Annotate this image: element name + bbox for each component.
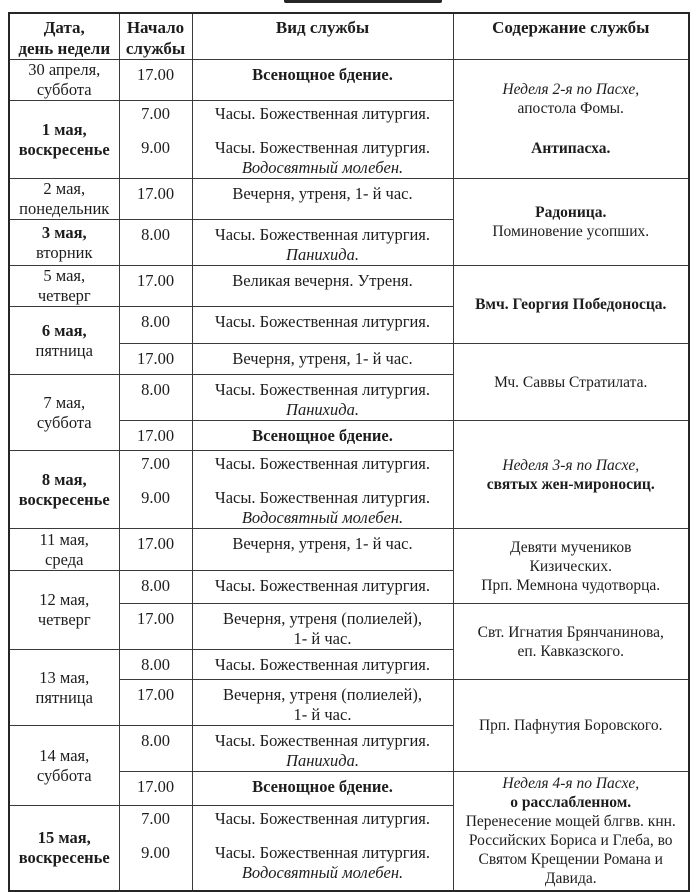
service-cell <box>192 344 453 375</box>
service-cell <box>192 772 453 806</box>
time-cell <box>119 529 192 571</box>
commemoration-line: Радоница. <box>535 204 607 221</box>
time-cell <box>119 604 192 650</box>
date-cell <box>9 307 119 375</box>
time-value: 7.00 <box>141 104 170 123</box>
service-line: Вечерня, утреня, 1- й час. <box>232 349 413 368</box>
service-line: Часы. Божественная литургия. <box>214 655 431 674</box>
time-cell <box>119 266 192 307</box>
service-cell <box>192 421 453 451</box>
service-line: Всенощное бдение. <box>252 65 393 84</box>
date-line: 3 мая, <box>41 222 87 242</box>
table-row <box>9 529 689 571</box>
date-line: вторник <box>35 242 93 262</box>
time-value: 17.00 <box>136 685 175 704</box>
commemoration-spacer <box>456 118 687 139</box>
service-cell <box>192 266 453 307</box>
date-line: суббота <box>36 765 92 785</box>
service-line: Водосвятный молебен. <box>241 158 404 177</box>
commemoration-line: Свт. Игнатия Брянчанинова, <box>477 623 664 641</box>
table-row <box>9 266 689 307</box>
service-line: Всенощное бдение. <box>252 777 393 796</box>
date-cell <box>9 375 119 451</box>
commemoration-line: Неделя 4-я по Пасхе, <box>502 775 640 792</box>
date-line: воскресенье <box>18 139 110 159</box>
service-line: Часы. Божественная литургия. <box>214 312 431 331</box>
service-line: Всенощное бдение. <box>252 426 393 445</box>
time-cell <box>119 101 192 179</box>
date-line: пятница <box>35 687 93 707</box>
service-line: Часы. Божественная литургия. <box>214 454 431 473</box>
commemoration-cell <box>453 421 689 529</box>
service-line: Часы. Божественная литургия. <box>214 225 431 244</box>
date-line: четверг <box>37 286 91 305</box>
date-line: 14 мая, <box>39 745 90 765</box>
time-cell <box>119 726 192 772</box>
date-line: 7 мая, <box>43 392 86 412</box>
service-line: Часы. Божественная литургия. <box>214 576 431 595</box>
service-cell <box>192 529 453 571</box>
commemoration-cell <box>453 772 689 892</box>
date-cell <box>9 529 119 571</box>
commemoration-line: Неделя 2-я по Пасхе, <box>502 81 640 98</box>
date-line: 13 мая, <box>39 667 90 687</box>
commemoration-line: Девяти мучеников <box>510 538 632 556</box>
service-line: Часы. Божественная литургия. <box>214 488 431 507</box>
commemoration-line: Святом Крещении Романа и <box>478 851 663 868</box>
time-value: 7.00 <box>141 809 170 829</box>
header-date-line2: день недели <box>18 39 111 58</box>
date-line: 12 мая, <box>39 590 90 609</box>
time-cell <box>119 60 192 101</box>
time-cell <box>119 451 192 529</box>
service-line: 1- й час. <box>293 629 352 648</box>
commemoration-line: Вмч. Георгия Победоносца. <box>475 296 667 313</box>
header-start-line2: службы <box>125 39 186 58</box>
date-cell <box>9 101 119 179</box>
time-cell <box>119 421 192 451</box>
service-line: Водосвятный молебен. <box>241 863 404 883</box>
table-row <box>9 179 689 220</box>
service-line: Часы. Божественная литургия. <box>214 731 431 750</box>
time-value: 8.00 <box>141 576 170 595</box>
header-cell-date <box>9 13 119 60</box>
date-line: 8 мая, <box>41 469 87 489</box>
date-line: воскресенье <box>18 848 110 868</box>
time-cell <box>119 179 192 220</box>
service-line: Водосвятный молебен. <box>241 508 404 527</box>
date-line: 30 апреля, <box>28 60 101 79</box>
service-line: 1- й час. <box>293 705 352 724</box>
date-line: четверг <box>37 610 91 629</box>
time-cell <box>119 680 192 726</box>
service-line: Вечерня, утреня, 1- й час. <box>232 184 413 203</box>
time-value: 8.00 <box>141 655 170 674</box>
service-cell <box>192 220 453 266</box>
service-cell <box>192 680 453 726</box>
commemoration-line: апостола Фомы. <box>517 100 624 117</box>
commemoration-line: Мч. Саввы Стратилата. <box>494 373 648 391</box>
service-line: Часы. Божественная литургия. <box>214 380 431 399</box>
service-line: Вечерня, утреня (полиелей), <box>223 609 422 628</box>
commemoration-cell <box>453 344 689 421</box>
time-value: 17.00 <box>136 777 175 796</box>
cropped-title-text-remnant <box>284 0 442 3</box>
service-line: Часы. Божественная литургия. <box>214 104 431 123</box>
time-value: 17.00 <box>136 349 175 368</box>
commemoration-cell <box>453 529 689 604</box>
commemoration-line: еп. Кавказского. <box>517 642 625 660</box>
time-value: 7.00 <box>141 454 170 473</box>
time-value: 17.00 <box>136 184 175 203</box>
service-cell <box>192 307 453 344</box>
date-cell <box>9 571 119 650</box>
time-value: 17.00 <box>136 271 175 290</box>
time-cell <box>119 344 192 375</box>
time-cell <box>119 220 192 266</box>
time-cell <box>119 571 192 604</box>
service-line: Великая вечерня. Утреня. <box>232 271 413 290</box>
date-cell <box>9 451 119 529</box>
date-cell <box>9 179 119 220</box>
time-value: 17.00 <box>136 426 175 445</box>
time-cell <box>119 772 192 806</box>
service-cell <box>192 451 453 529</box>
time-value: 9.00 <box>141 138 170 157</box>
date-cell <box>9 650 119 726</box>
commemoration-line: Российских Бориса и Глеба, во <box>468 832 673 849</box>
time-value: 9.00 <box>141 843 170 863</box>
commemoration-line: Прп. Мемнона чудотворца. <box>481 576 661 594</box>
time-value: 8.00 <box>141 225 170 244</box>
commemoration-cell <box>453 266 689 344</box>
service-line: Часы. Божественная литургия. <box>214 843 431 863</box>
commemoration-cell <box>453 179 689 266</box>
date-line: среда <box>45 549 84 569</box>
header-cell-type: Вид службы <box>192 13 453 60</box>
date-line: понедельник <box>19 199 110 218</box>
commemoration-cell <box>453 604 689 680</box>
header-cell-start <box>119 13 192 60</box>
date-cell <box>9 266 119 307</box>
service-line: Вечерня, утреня (полиелей), <box>223 685 422 704</box>
service-cell <box>192 726 453 772</box>
commemoration-line: Неделя 3-я по Пасхе, <box>502 456 640 474</box>
date-line: 15 мая, <box>37 828 91 848</box>
date-line: суббота <box>36 412 92 432</box>
commemoration-line: Давида. <box>544 870 597 887</box>
service-line: Панихида. <box>286 245 359 264</box>
service-cell <box>192 650 453 680</box>
service-line: Часы. Божественная литургия. <box>214 809 431 829</box>
service-schedule-table <box>8 12 690 892</box>
time-cell <box>119 650 192 680</box>
service-line: Вечерня, утреня, 1- й час. <box>232 534 413 553</box>
date-line: 6 мая, <box>41 320 87 340</box>
header-date-line1: Дата, <box>43 18 85 37</box>
commemoration-cell <box>453 60 689 179</box>
commemoration-line: Кизических. <box>529 557 612 575</box>
date-line: 11 мая, <box>39 529 89 549</box>
date-cell <box>9 220 119 266</box>
service-line: Панихида. <box>286 400 359 419</box>
commemoration-line: Антипасха. <box>531 140 611 157</box>
time-value: 17.00 <box>136 609 175 628</box>
service-cell <box>192 375 453 421</box>
table-row <box>9 60 689 101</box>
service-line: Часы. Божественная литургия. <box>214 138 431 157</box>
time-cell <box>119 375 192 421</box>
commemoration-cell <box>453 680 689 772</box>
time-cell <box>119 806 192 891</box>
date-line: 5 мая, <box>43 266 86 285</box>
commemoration-line: Прп. Пафнутия Боровского. <box>478 717 663 734</box>
service-line: Панихида. <box>286 751 359 770</box>
header-cell-content: Содержание службы <box>453 13 689 60</box>
time-value: 17.00 <box>136 534 175 553</box>
time-value: 8.00 <box>141 312 170 331</box>
header-start-line1: Начало <box>126 18 185 37</box>
date-line: воскресенье <box>18 489 110 509</box>
service-cell <box>192 101 453 179</box>
time-cell <box>119 307 192 344</box>
date-line: суббота <box>36 80 92 99</box>
service-cell <box>192 60 453 101</box>
time-value: 8.00 <box>141 380 170 399</box>
time-value: 9.00 <box>141 488 170 507</box>
commemoration-line: святых жен-мироносиц. <box>486 475 655 493</box>
date-cell <box>9 60 119 101</box>
service-cell <box>192 806 453 891</box>
commemoration-line: о расслабленном. <box>510 794 632 811</box>
date-line: пятница <box>35 340 93 360</box>
service-cell <box>192 604 453 650</box>
header-row <box>9 13 689 60</box>
date-cell <box>9 806 119 891</box>
time-value: 17.00 <box>136 65 175 84</box>
date-cell <box>9 726 119 806</box>
date-line: 2 мая, <box>43 179 86 198</box>
date-line: 1 мая, <box>41 119 87 139</box>
service-cell <box>192 179 453 220</box>
time-value: 8.00 <box>141 731 170 750</box>
commemoration-line: Поминовение усопших. <box>492 223 650 240</box>
service-cell <box>192 571 453 604</box>
commemoration-line: Перенесение мощей блгвв. кнн. <box>465 813 676 830</box>
